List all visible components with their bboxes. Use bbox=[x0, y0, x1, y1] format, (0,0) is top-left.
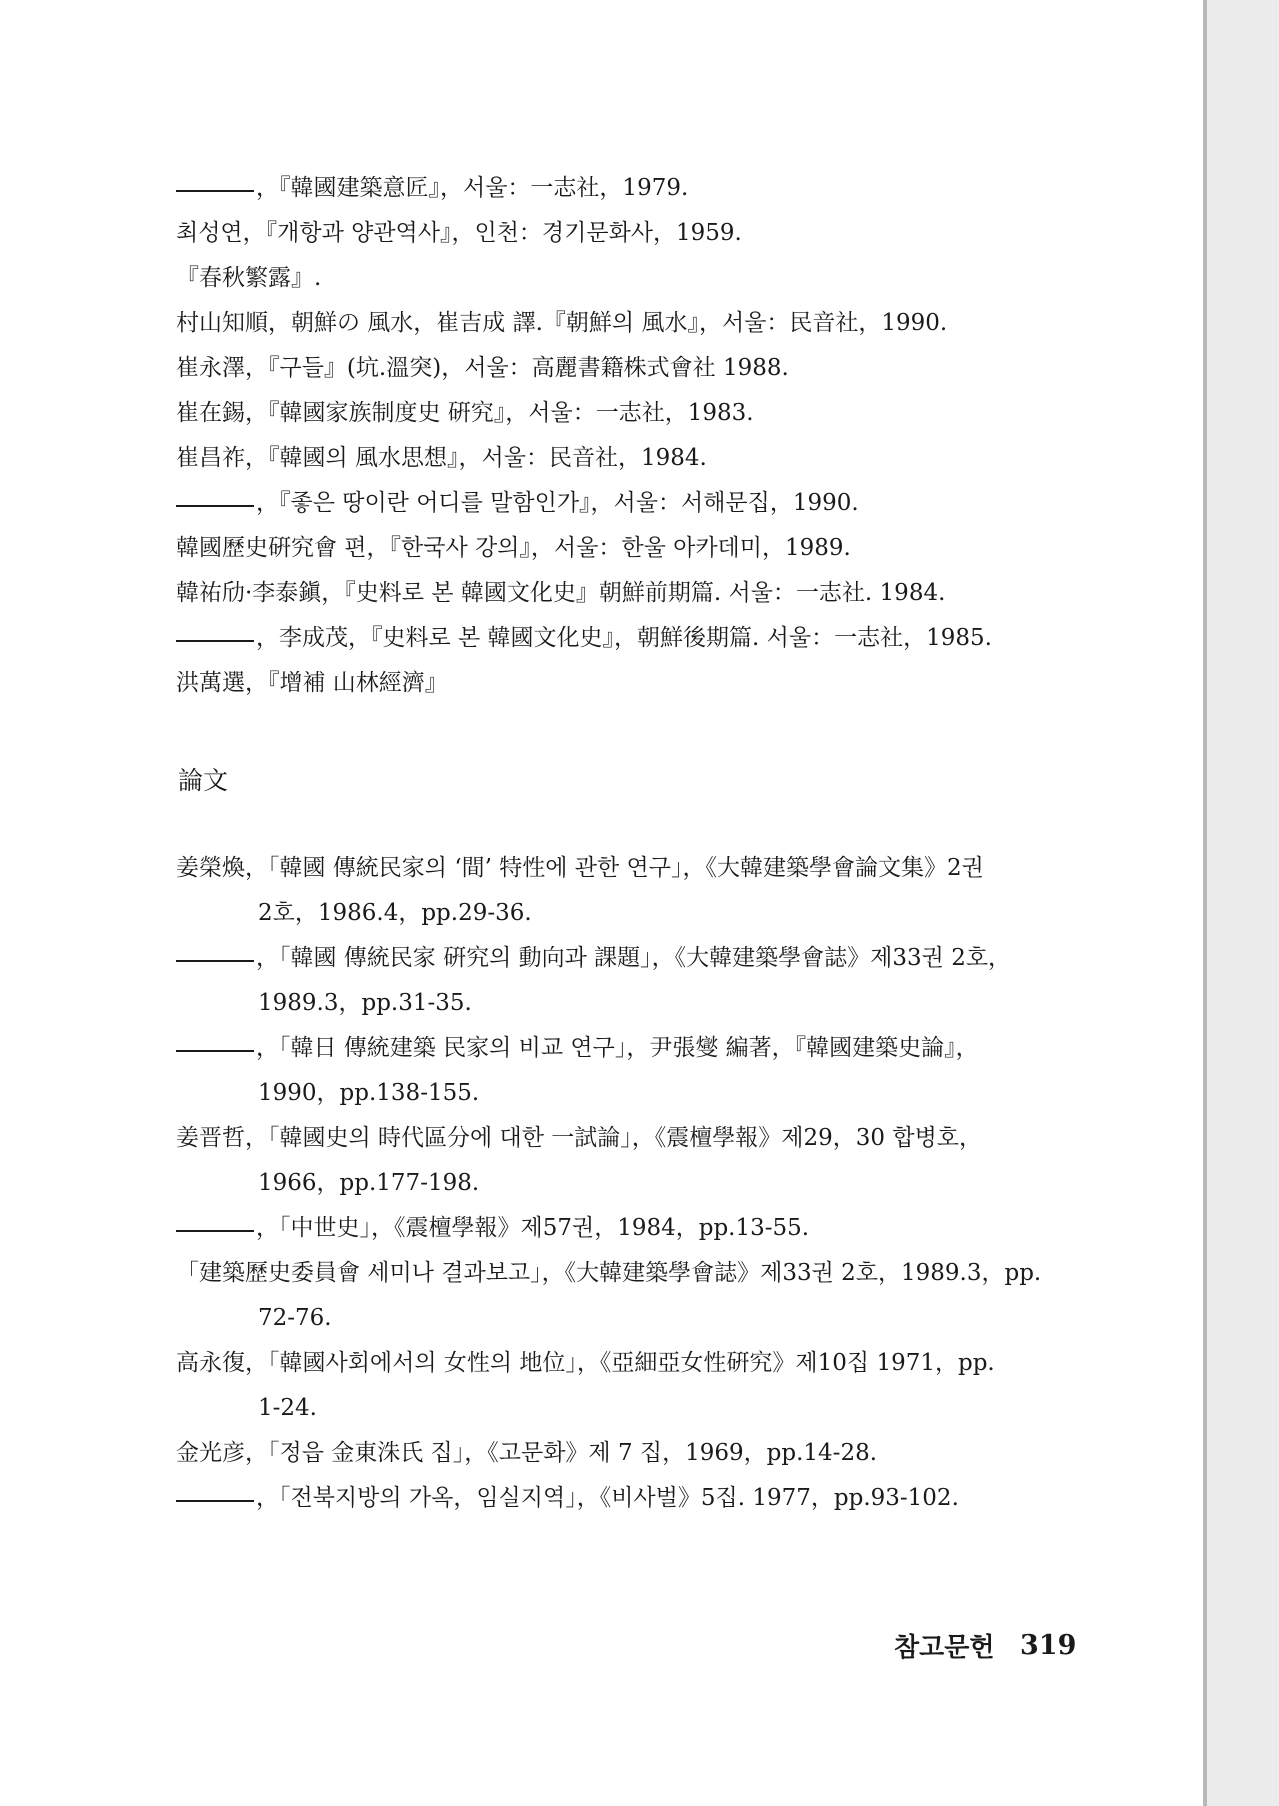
ditto-line bbox=[176, 959, 254, 962]
book-entry: 崔在錫，『韓國家族制度史 硏究』，서울：一志社，1983. bbox=[176, 400, 754, 426]
book-entry: 최성연，『개항과 양관역사』，인천：경기문화사，1959. bbox=[176, 220, 742, 246]
ditto-line bbox=[176, 1499, 254, 1502]
ditto-line bbox=[176, 1229, 254, 1232]
book-entry: ，李成茂，『史料로 본 韓國文化史』，朝鮮後期篇. 서울：一志社，1985. bbox=[176, 623, 992, 653]
paper-entry: 姜晋哲，「韓國史의 時代區分에 대한 一試論」，《震檀學報》제29，30 합병호， bbox=[176, 1125, 983, 1151]
book-entry: 韓祐劤·李泰鎭，『史料로 본 韓國文化史』朝鮮前期篇. 서울：一志社. 1984. bbox=[176, 580, 946, 606]
paper-entry-continuation: 1966，pp.177-198. bbox=[258, 1170, 480, 1196]
ditto-line bbox=[176, 1049, 254, 1052]
ditto-line bbox=[176, 504, 254, 507]
paper-entry-continuation: 1990，pp.138-155. bbox=[258, 1080, 480, 1106]
page-number: 319 bbox=[1020, 1630, 1077, 1661]
paper-entry: ，「中世史」，《震檀學報》제57권，1984，pp.13-55. bbox=[176, 1213, 809, 1243]
paper-entry: ，「전북지방의 가옥，임실지역」，《비사벌》5집. 1977，pp.93-102. bbox=[176, 1483, 959, 1513]
book-entry: 洪萬選，『增補 山林經濟』 bbox=[176, 670, 448, 696]
paper-entry: ，「韓日 傳統建築 民家의 비교 연구」，尹張燮 編著，『韓國建築史論』， bbox=[176, 1033, 979, 1063]
book-entry: 崔昌祚，『韓國의 風水思想』，서울：民音社，1984. bbox=[176, 445, 707, 471]
page-shadow bbox=[1207, 0, 1279, 1806]
paper-entry-continuation: 1989.3，pp.31-35. bbox=[258, 990, 472, 1016]
book-entry: 村山知順，朝鮮の 風水，崔吉成 譯.『朝鮮의 風水』，서울：民音社，1990. bbox=[176, 310, 948, 336]
book-entry: ，『좋은 땅이란 어디를 말함인가』，서울：서해문집，1990. bbox=[176, 488, 859, 518]
ditto-line bbox=[176, 639, 254, 642]
ditto-line bbox=[176, 189, 254, 192]
book-entry: ，『韓國建築意匠』，서울：一志社，1979. bbox=[176, 173, 688, 203]
paper-entry-continuation: 72-76. bbox=[258, 1305, 332, 1331]
running-footer: 참고문헌 bbox=[894, 1633, 995, 1663]
paper-entry-continuation: 1-24. bbox=[258, 1395, 317, 1421]
book-entry: 韓國歷史硏究會 편，『한국사 강의』，서울：한울 아카데미，1989. bbox=[176, 535, 851, 561]
paper-entry: ，「韓國 傳統民家 硏究의 動向과 課題」，《大韓建築學會誌》제33권 2호， bbox=[176, 943, 1011, 973]
book-entry: 『春秋繁露』. bbox=[176, 265, 322, 291]
paper-entry: 姜榮煥，「韓國 傳統民家의 ‘間’ 特性에 관한 연구」，《大韓建築學會論文集》2권 bbox=[176, 855, 984, 881]
section-title: 論文 bbox=[178, 766, 229, 795]
paper-entry-continuation: 2호，1986.4，pp.29-36. bbox=[258, 900, 532, 926]
book-entry: 崔永澤，『구들』(坑.溫突)，서울：高麗書籍株式會社 1988. bbox=[176, 355, 789, 381]
paper-entry: 高永復，「韓國사회에서의 女性의 地位」，《亞細亞女性硏究》제10집 1971，pp. bbox=[176, 1350, 995, 1376]
paper-entry: 「建築歷史委員會 세미나 결과보고」，《大韓建築學會誌》제33권 2호，1989.3，pp. bbox=[176, 1260, 1042, 1286]
paper-entry: 金光彦，「정읍 金東洙氏 집」，《고문화》제 7 집，1969，pp.14-28. bbox=[176, 1440, 878, 1466]
